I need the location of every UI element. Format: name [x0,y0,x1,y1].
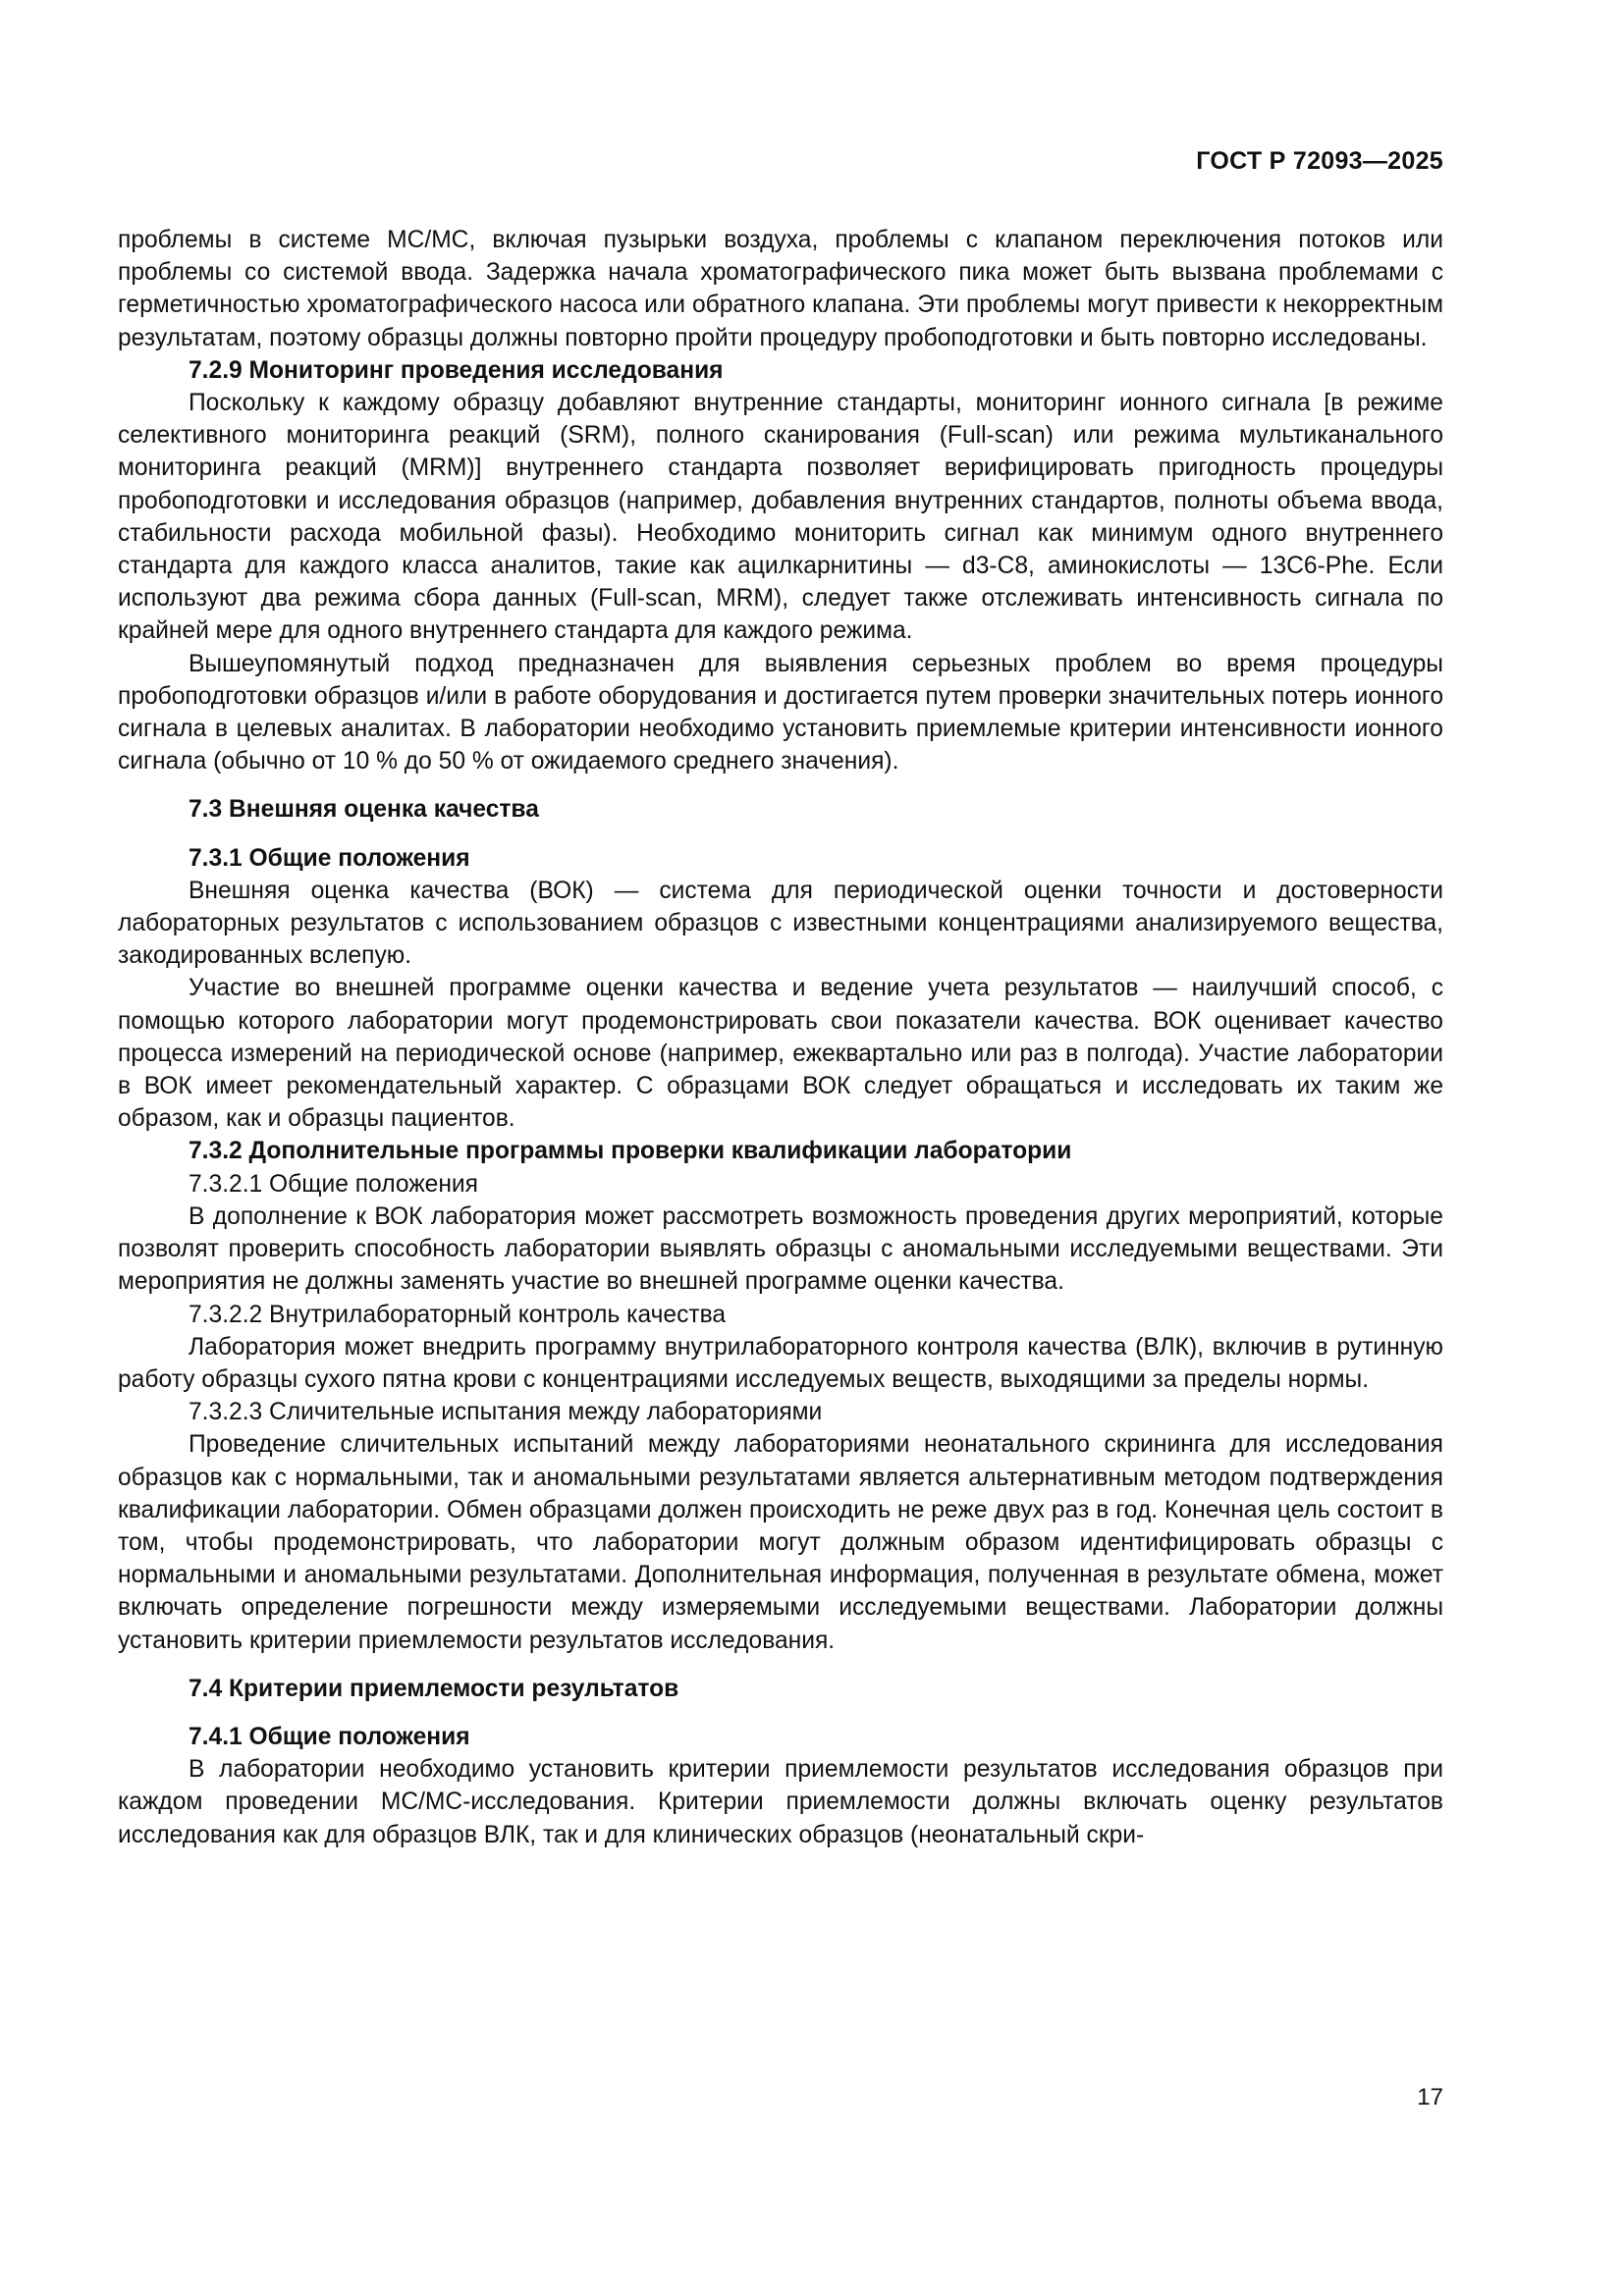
section-heading: 7.4.1 Общие положения [189,1723,470,1750]
paragraph: проблемы в системе МС/МС, включая пузырьки воздуха, проблемы с клапаном переключения потоков или проблемы со системой ввода. Задержка начала хроматографического пика может быть вызвана проблемами с герметичностью хроматографического насоса или обратного клапана. Эти проблемы могут привести к некорректным результатам, поэтому образцы должны повторно пройти процедуру пробоподготовки и быть повторно исследованы. [118,227,1443,351]
section-heading: 7.2.9 Мониторинг проведения исследования [189,356,724,384]
page-number: 17 [1417,2084,1443,2110]
subsection-heading: 7.3.2.3 Сличительные испытания между лабораториями [189,1399,823,1426]
document-header: ГОСТ Р 72093—2025 [1196,147,1443,175]
subsection-heading: 7.3.2.1 Общие положения [189,1170,478,1198]
paragraph: Внешняя оценка качества (ВОК) — система для периодической оценки точности и достоверности лабораторных результатов с использованием образцов с известными концентрациями анализируемого вещества, закодированных вслепую. [118,877,1443,970]
paragraph: Вышеупомянутый подход предназначен для выявления серьезных проблем во время процедуры пробоподготовки образцов и/или в работе оборудования и достигается путем проверки значительных потерь ионного сигнала в целевых аналитах. В лаборатории необходимо установить приемлемые критерии интенсивности ионного сигнала (обычно от 10 % до 50 % от ожидаемого среднего значения). [118,650,1443,775]
paragraph: Поскольку к каждому образцу добавляют внутренние стандарты, мониторинг ионного сигнала [в режиме селективного мониторинга реакций (SRM), полного сканирования (Full-scan) или режима мультиканального мониторинга реакций (MRM)] внутреннего стандарта позволяет верифицировать пригодность процедуры пробоподготовки и исследования образцов (например, добавления внутренних стандартов, полноты объема ввода, стабильности расхода мобильной фазы). Необходимо мониторить сигнал как минимум одного внутреннего стандарта для каждого класса аналитов, такие как ацилкарнитины — d3-C8, аминокислоты — 13C6-Phe. Если используют два режима сбора данных (Full-scan, MRM), следует также отслеживать интенсивность сигнала по крайней мере для одного внутреннего стандарта для каждого режима. [118,390,1443,645]
section-heading: 7.3.1 Общие положения [189,844,470,872]
paragraph: Лаборатория может внедрить программу внутрилабораторного контроля качества (ВЛК), включив в рутинную работу образцы сухого пятна крови с концентрациями исследуемых веществ, выходящими за пределы нормы. [118,1333,1443,1393]
document-body [118,224,1443,1851]
paragraph: В лаборатории необходимо установить критерии приемлемости результатов исследования образцов при каждом проведении МС/МС-исследования. Критерии приемлемости должны включать оценку результатов исследования как для образцов ВЛК, так и для клинических образцов (неонатальный скри- [118,1756,1443,1848]
paragraph: Проведение сличительных испытаний между лабораториями неонатального скрининга для исследования образцов как с нормальными, так и аномальными результатами является альтернативным методом подтверждения квалификации лаборатории. Обмен образцами должен происходить не реже двух раз в год. Конечная цель состоит в том, чтобы продемонстрировать, что лаборатории могут должным образом идентифицировать образцы с нормальными и аномальными результатами. Дополнительная информация, полученная в результате обмена, может включать определение погрешности между измеряемыми исследуемыми веществами. Лаборатории должны установить критерии приемлемости результатов исследования. [118,1431,1443,1654]
section-heading: 7.4 Критерии приемлемости результатов [189,1675,679,1702]
section-heading: 7.3.2 Дополнительные программы проверки квалификации лаборатории [189,1138,1072,1165]
paragraph: Участие во внешней программе оценки качества и ведение учета результатов — наилучший способ, с помощью которого лаборатории могут продемонстрировать свои показатели качества. ВОК оценивает качество процесса измерений на периодической основе (например, ежеквартально или раз в полгода). Участие лаборатории в ВОК имеет рекомендательный характер. С образцами ВОК следует обращаться и исследовать их таким же образом, как и образцы пациентов. [118,975,1443,1133]
subsection-heading: 7.3.2.2 Внутрилабораторный контроль качества [189,1301,727,1328]
paragraph: В дополнение к ВОК лаборатория может рассмотреть возможность проведения других мероприятий, которые позволят проверить способность лаборатории выявлять образцы с аномальными исследуемыми веществами. Эти мероприятия не должны заменять участие во внешней программе оценки качества. [118,1202,1443,1296]
section-heading: 7.3 Внешняя оценка качества [189,796,539,824]
